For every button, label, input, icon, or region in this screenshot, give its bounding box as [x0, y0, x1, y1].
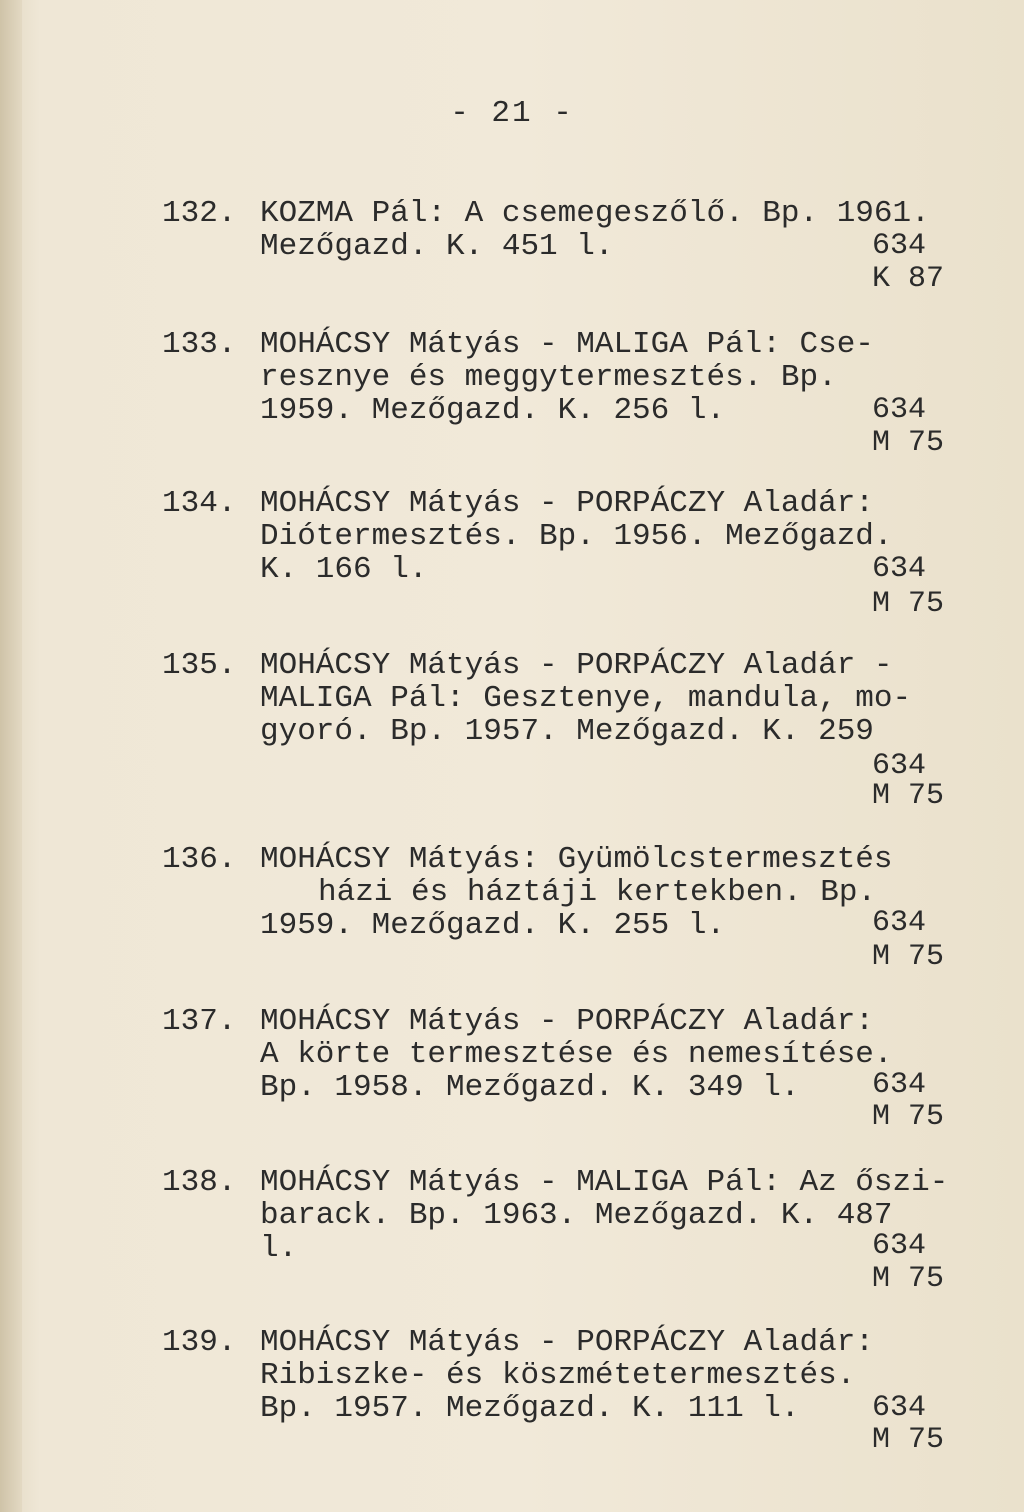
class-number: 634 — [872, 229, 927, 263]
entry-line — [162, 1359, 982, 1392]
shelf-mark: M 75 — [872, 1262, 945, 1296]
entry-text: A körte termesztése és nemesítése. — [260, 1037, 893, 1072]
bibliography-entry — [162, 1326, 982, 1425]
class-number: 634 — [872, 906, 927, 940]
entry-line — [162, 1199, 982, 1232]
entry-line — [162, 906, 982, 943]
bibliography-entry — [162, 328, 982, 427]
shelf-mark: M 75 — [872, 1423, 945, 1457]
page-edge — [0, 0, 22, 1512]
entry-number: 139. — [162, 1325, 237, 1360]
entry-line — [162, 1068, 982, 1105]
entry-text: l. — [260, 1231, 298, 1266]
entry-number: 138. — [162, 1165, 237, 1200]
entry-text: KOZMA Pál: A csemegeszőlő. Bp. 1961. — [260, 196, 930, 231]
entry-text: Mezőgazd. K. 451 l. — [260, 229, 614, 264]
entry-text: házi és háztáji kertekben. Bp. — [318, 875, 877, 910]
entry-text: MOHÁCSY Mátyás - MALIGA Pál: Az őszi- — [260, 1165, 949, 1200]
entry-text: gyoró. Bp. 1957. Mezőgazd. K. 259 — [260, 714, 874, 749]
class-number: 634 — [872, 1068, 927, 1102]
entry-line — [162, 230, 982, 263]
entry-text: MOHÁCSY Mátyás - PORPÁCZY Aladár: — [260, 486, 874, 521]
bibliography-entry — [162, 1166, 982, 1265]
entry-line — [162, 1038, 982, 1071]
entry-line — [162, 361, 982, 394]
entry-line — [162, 1005, 982, 1038]
bibliography-entry — [162, 487, 982, 586]
entry-text: Bp. 1958. Mezőgazd. K. 349 l. — [260, 1070, 800, 1105]
entry-number: 133. — [162, 327, 237, 362]
entry-line — [162, 1229, 982, 1266]
entry-text: Ribiszke- és köszmétetermesztés. — [260, 1358, 856, 1393]
entry-line — [162, 876, 982, 909]
class-number: 634 — [872, 749, 927, 783]
entry-line — [162, 843, 982, 876]
entry-line — [162, 328, 982, 361]
bibliography-entry — [162, 197, 982, 263]
entry-text: MOHÁCSY Mátyás - PORPÁCZY Aladár - — [260, 648, 893, 683]
entry-line — [162, 197, 982, 230]
entry-line — [162, 1326, 982, 1359]
entry-line — [162, 553, 982, 586]
entry-text: 1959. Mezőgazd. K. 256 l. — [260, 393, 726, 428]
entry-text: Diótermesztés. Bp. 1956. Mezőgazd. — [260, 519, 893, 554]
class-number: 634 — [872, 393, 927, 427]
entry-text: 1959. Mezőgazd. K. 255 l. — [260, 908, 726, 943]
entry-text: MOHÁCSY Mátyás - PORPÁCZY Aladár: — [260, 1325, 874, 1360]
bibliography-entry — [162, 649, 982, 748]
shelf-mark: M 75 — [872, 1100, 945, 1134]
entry-text: K. 166 l. — [260, 552, 428, 587]
shelf-mark: M 75 — [872, 779, 945, 813]
bibliography-entry — [162, 1005, 982, 1104]
entry-text: MOHÁCSY Mátyás - MALIGA Pál: Cse- — [260, 327, 874, 362]
entry-text: MOHÁCSY Mátyás - PORPÁCZY Aladár: — [260, 1004, 874, 1039]
entry-text: barack. Bp. 1963. Mezőgazd. K. 487 — [260, 1198, 893, 1233]
entry-line — [162, 1166, 982, 1199]
entry-text: resznye és meggytermesztés. Bp. — [260, 360, 837, 395]
bibliography-entry — [162, 843, 982, 942]
shelf-mark: M 75 — [872, 940, 945, 974]
entry-line — [162, 1392, 982, 1425]
page-number: - 21 - — [450, 96, 574, 131]
entry-line — [162, 715, 982, 748]
entry-text: MOHÁCSY Mátyás: Gyümölcstermesztés — [260, 842, 893, 877]
entry-line — [162, 649, 982, 682]
entry-line — [162, 487, 982, 520]
entry-number: 136. — [162, 842, 237, 877]
entry-line — [162, 394, 982, 427]
entry-line — [162, 520, 982, 553]
shelf-mark: K 87 — [872, 262, 945, 296]
shelf-mark: M 75 — [872, 426, 945, 460]
entry-line — [162, 682, 982, 715]
entry-text: MALIGA Pál: Gesztenye, mandula, mo- — [260, 681, 912, 716]
entry-number: 137. — [162, 1004, 237, 1039]
shelf-mark: M 75 — [872, 587, 945, 621]
entry-number: 134. — [162, 486, 237, 521]
entry-number: 132. — [162, 196, 237, 231]
class-number: 634 — [872, 552, 927, 586]
class-number: 634 — [872, 1229, 927, 1263]
entry-text: Bp. 1957. Mezőgazd. K. 111 l. — [260, 1391, 800, 1426]
class-number: 634 — [872, 1391, 927, 1425]
entry-number: 135. — [162, 648, 237, 683]
